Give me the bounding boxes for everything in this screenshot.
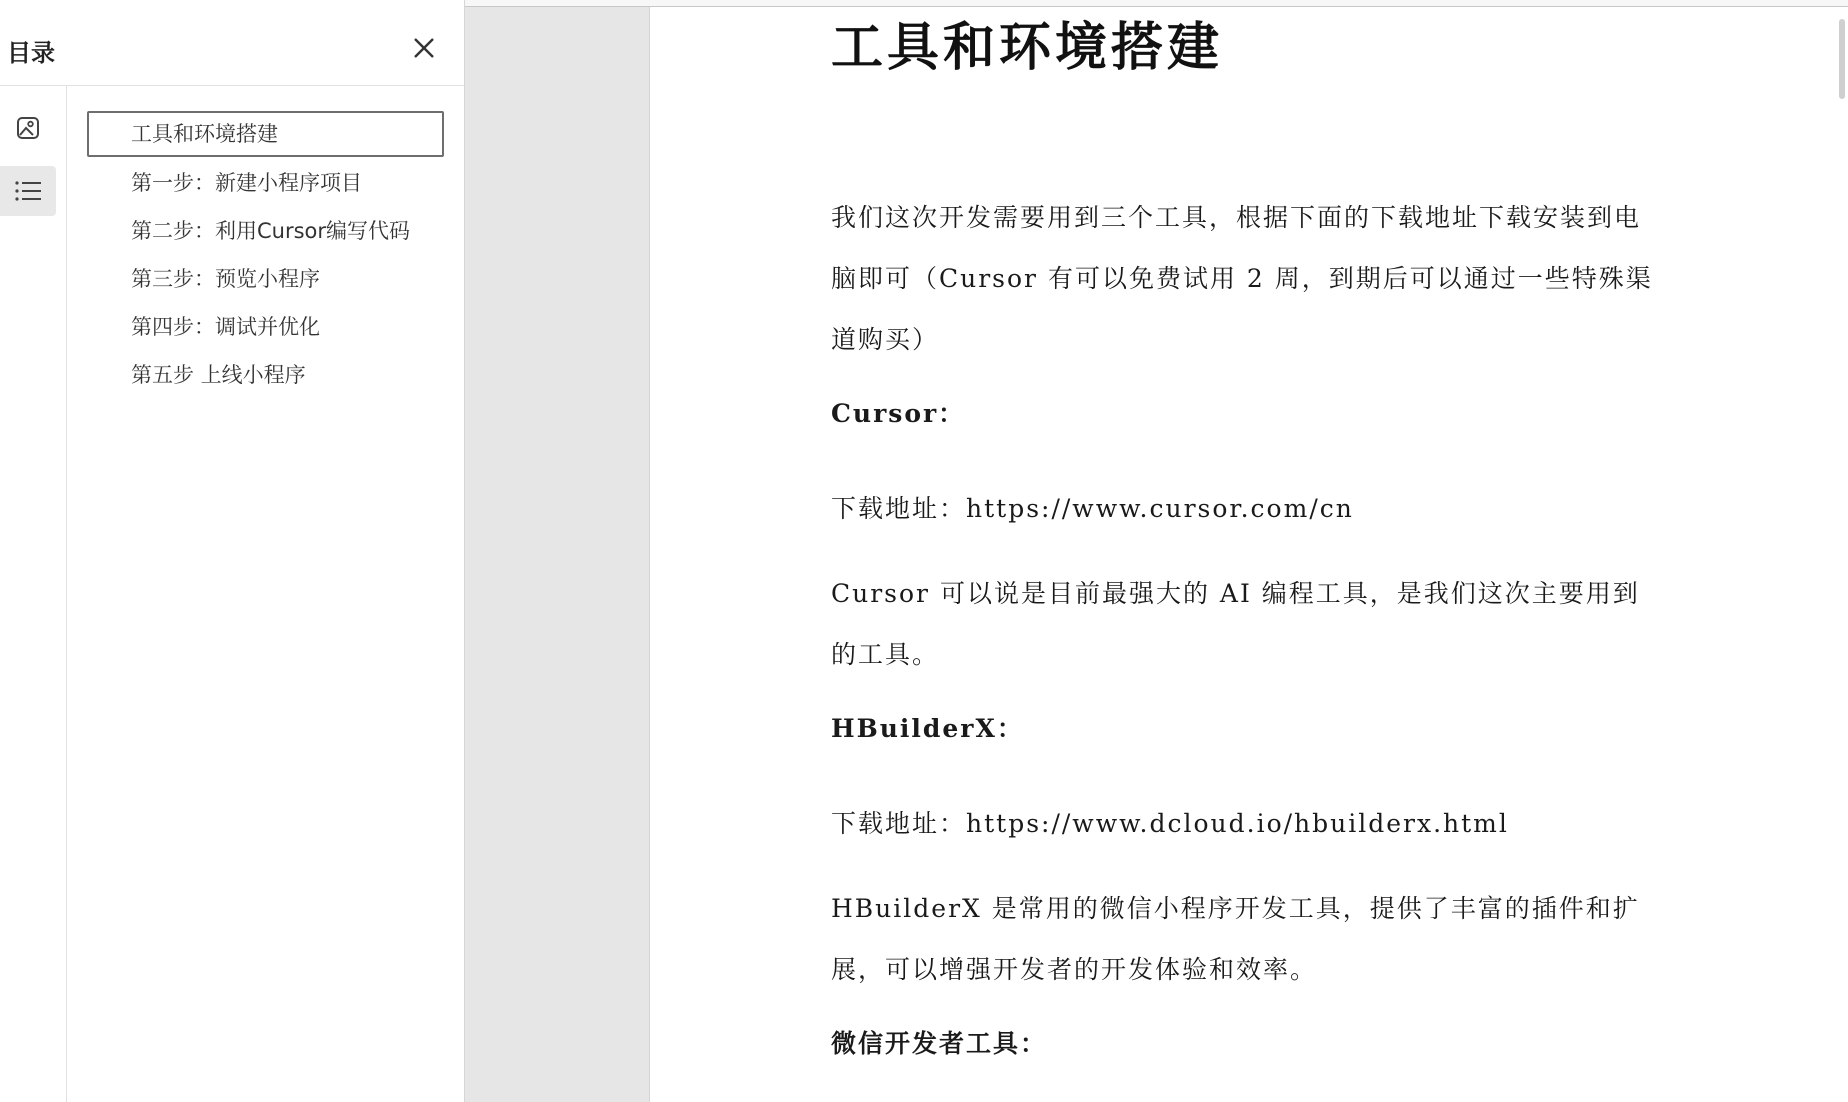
toc-item-step-1[interactable]: 第一步：新建小程序项目: [131, 171, 362, 195]
intro-paragraph: 我们这次开发需要用到三个工具，根据下面的下载地址下载安装到电脑即可（Cursor 有可以免费试用 2 周，到期后可以通过一些特殊渠道购买）: [831, 203, 1653, 354]
toc-item-step-2[interactable]: 第二步：利用Cursor编写代码: [131, 219, 411, 243]
image-icon: [15, 115, 41, 141]
hbuilder-download-link[interactable]: 下载地址：https://www.dcloud.io/hbuilderx.html: [831, 809, 1509, 838]
document-page: [650, 7, 1848, 1102]
cursor-heading: Cursor：: [831, 399, 966, 428]
document-body: [831, 187, 1666, 1102]
cursor-download-link[interactable]: 下载地址：https://www.cursor.com/cn: [831, 494, 1354, 523]
close-sidebar-button[interactable]: [406, 30, 442, 66]
scrollbar-track[interactable]: [1834, 7, 1848, 1102]
table-of-contents: [87, 111, 444, 399]
scrollbar-thumb[interactable]: [1839, 19, 1845, 99]
wechat-devtools-heading: 微信开发者工具：: [831, 1029, 1048, 1058]
hbuilder-description: HBuilderX 是常用的微信小程序开发工具，提供了丰富的插件和扩展，可以增强开发者的开发体验和效率。: [831, 894, 1640, 984]
cursor-description: Cursor 可以说是目前最强大的 AI 编程工具，是我们这次主要用到的工具。: [831, 579, 1640, 669]
close-icon: [406, 30, 442, 66]
hbuilder-heading: HBuilderX：: [831, 714, 1024, 743]
toc-item-step-4[interactable]: 第四步：调试并优化: [131, 315, 320, 339]
sidebar-title: 目录: [7, 39, 55, 67]
document-title: 工具和环境搭建: [831, 17, 1224, 78]
outline-view-button[interactable]: [0, 166, 56, 216]
window-top-edge: [465, 0, 1848, 7]
sidebar-icon-rail: [0, 86, 67, 1102]
toc-item-step-3[interactable]: 第三步：预览小程序: [131, 267, 320, 291]
page-gutter: [465, 7, 650, 1102]
list-icon: [14, 179, 42, 203]
toc-item-tools-setup[interactable]: 工具和环境搭建: [87, 111, 444, 157]
toc-sidebar: [0, 0, 465, 1102]
thumbnails-view-button[interactable]: [0, 103, 56, 153]
toc-item-step-5[interactable]: 第五步 上线小程序: [131, 363, 306, 387]
sidebar-header: [0, 0, 464, 86]
